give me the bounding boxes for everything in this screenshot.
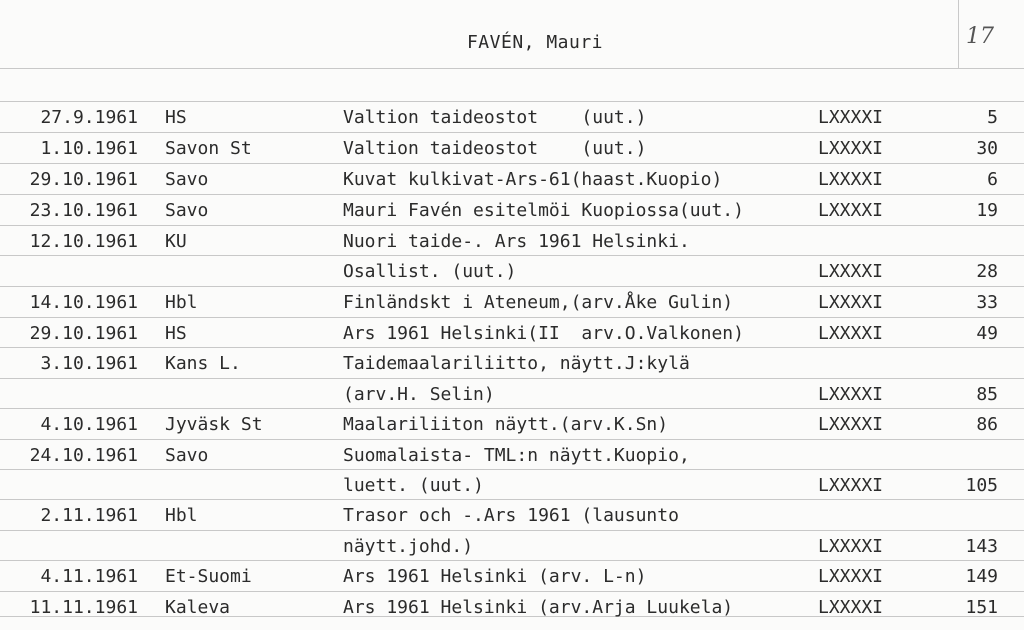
entry-row xyxy=(0,409,1024,439)
entry-page: 33 xyxy=(976,292,998,313)
entry-title: Taidemaalariliitto, näytt.J:kylä xyxy=(343,353,690,374)
entry-source: Hbl xyxy=(165,505,198,526)
entry-date: 29.10.1961 xyxy=(29,323,138,344)
entry-title: Osallist. (uut.) xyxy=(343,261,517,282)
entry-title: (arv.H. Selin) xyxy=(343,384,495,405)
entry-row xyxy=(0,133,1024,163)
entry-volume: LXXXXI xyxy=(818,107,884,128)
entry-volume: LXXXXI xyxy=(818,138,884,159)
entry-row xyxy=(0,592,1024,622)
entry-date: 4.10.1961 xyxy=(40,414,138,435)
entry-date: 12.10.1961 xyxy=(29,231,138,252)
entry-source: Savo xyxy=(165,200,209,221)
entry-row xyxy=(0,500,1024,530)
entry-source: HS xyxy=(165,107,187,128)
entry-source: Et-Suomi xyxy=(165,566,252,587)
entry-volume: LXXXXI xyxy=(818,261,884,282)
entry-row xyxy=(0,531,1024,561)
entry-page: 86 xyxy=(976,414,998,435)
entry-row xyxy=(0,256,1024,286)
entry-volume: LXXXXI xyxy=(818,169,884,190)
entry-row xyxy=(0,318,1024,348)
entry-volume: LXXXXI xyxy=(818,292,884,313)
card-name: FAVÉN, Mauri xyxy=(466,32,604,53)
entry-row xyxy=(0,102,1024,132)
entry-date: 29.10.1961 xyxy=(29,169,138,190)
entry-source: Savon St xyxy=(165,138,252,159)
entry-row xyxy=(0,287,1024,317)
entry-volume: LXXXXI xyxy=(818,475,884,496)
entry-volume: LXXXXI xyxy=(818,597,884,618)
entry-title: Trasor och -.Ars 1961 (lausunto xyxy=(343,505,679,526)
entry-title: Valtion taideostot (uut.) xyxy=(343,107,647,128)
entry-page: 5 xyxy=(987,107,998,128)
entry-page: 105 xyxy=(965,475,998,496)
entry-title: Suomalaista- TML:n näytt.Kuopio, xyxy=(343,445,690,466)
entry-source: Jyväsk St xyxy=(165,414,263,435)
entry-source: HS xyxy=(165,323,187,344)
entry-page: 149 xyxy=(965,566,998,587)
entry-row xyxy=(0,440,1024,470)
entry-title: Ars 1961 Helsinki (arv.Arja Luukela) xyxy=(343,597,734,618)
entry-date: 14.10.1961 xyxy=(29,292,138,313)
entry-date: 24.10.1961 xyxy=(29,445,138,466)
entry-date: 4.11.1961 xyxy=(40,566,138,587)
card-number: 17 xyxy=(966,24,994,49)
entry-page: 49 xyxy=(976,323,998,344)
entry-source: Hbl xyxy=(165,292,198,313)
entry-page: 19 xyxy=(976,200,998,221)
entry-volume: LXXXXI xyxy=(818,414,884,435)
entry-volume: LXXXXI xyxy=(818,323,884,344)
entry-date: 2.11.1961 xyxy=(40,505,138,526)
entry-page: 30 xyxy=(976,138,998,159)
entry-date: 27.9.1961 xyxy=(40,107,138,128)
entry-row xyxy=(0,470,1024,500)
entry-row xyxy=(0,164,1024,194)
entry-volume: LXXXXI xyxy=(818,384,884,405)
entry-title: näytt.johd.) xyxy=(343,536,474,557)
entry-date: 23.10.1961 xyxy=(29,200,138,221)
entry-volume: LXXXXI xyxy=(818,200,884,221)
entry-date: 1.10.1961 xyxy=(40,138,138,159)
entry-source: Kaleva xyxy=(165,597,231,618)
entry-title: Maalariliiton näytt.(arv.K.Sn) xyxy=(343,414,669,435)
entry-source: Kans L. xyxy=(165,353,241,374)
entry-title: Mauri Favén esitelmöi Kuopiossa(uut.) xyxy=(343,200,744,221)
entry-row xyxy=(0,226,1024,256)
entry-title: Valtion taideostot (uut.) xyxy=(343,138,647,159)
entry-page: 85 xyxy=(976,384,998,405)
entry-volume: LXXXXI xyxy=(818,536,884,557)
entry-title: Kuvat kulkivat-Ars-61(haast.Kuopio) xyxy=(343,169,723,190)
entry-page: 143 xyxy=(965,536,998,557)
entry-page: 6 xyxy=(987,169,998,190)
entry-row xyxy=(0,561,1024,591)
entry-date: 11.11.1961 xyxy=(29,597,138,618)
header-rule xyxy=(0,68,1024,69)
entry-title: Nuori taide-. Ars 1961 Helsinki. xyxy=(343,231,690,252)
entry-row xyxy=(0,348,1024,378)
entry-title: luett. (uut.) xyxy=(343,475,484,496)
entry-row xyxy=(0,379,1024,409)
entry-page: 28 xyxy=(976,261,998,282)
entry-source: Savo xyxy=(165,445,209,466)
entry-title: Ars 1961 Helsinki (arv. L-n) xyxy=(343,566,647,587)
entry-volume: LXXXXI xyxy=(818,566,884,587)
entry-source: Savo xyxy=(165,169,209,190)
entry-title: Finländskt i Ateneum,(arv.Åke Gulin) xyxy=(343,292,734,313)
entry-title: Ars 1961 Helsinki(II arv.O.Valkonen) xyxy=(343,323,744,344)
entry-page: 151 xyxy=(965,597,998,618)
entry-date: 3.10.1961 xyxy=(40,353,138,374)
entry-source: KU xyxy=(165,231,187,252)
entry-row xyxy=(0,195,1024,225)
